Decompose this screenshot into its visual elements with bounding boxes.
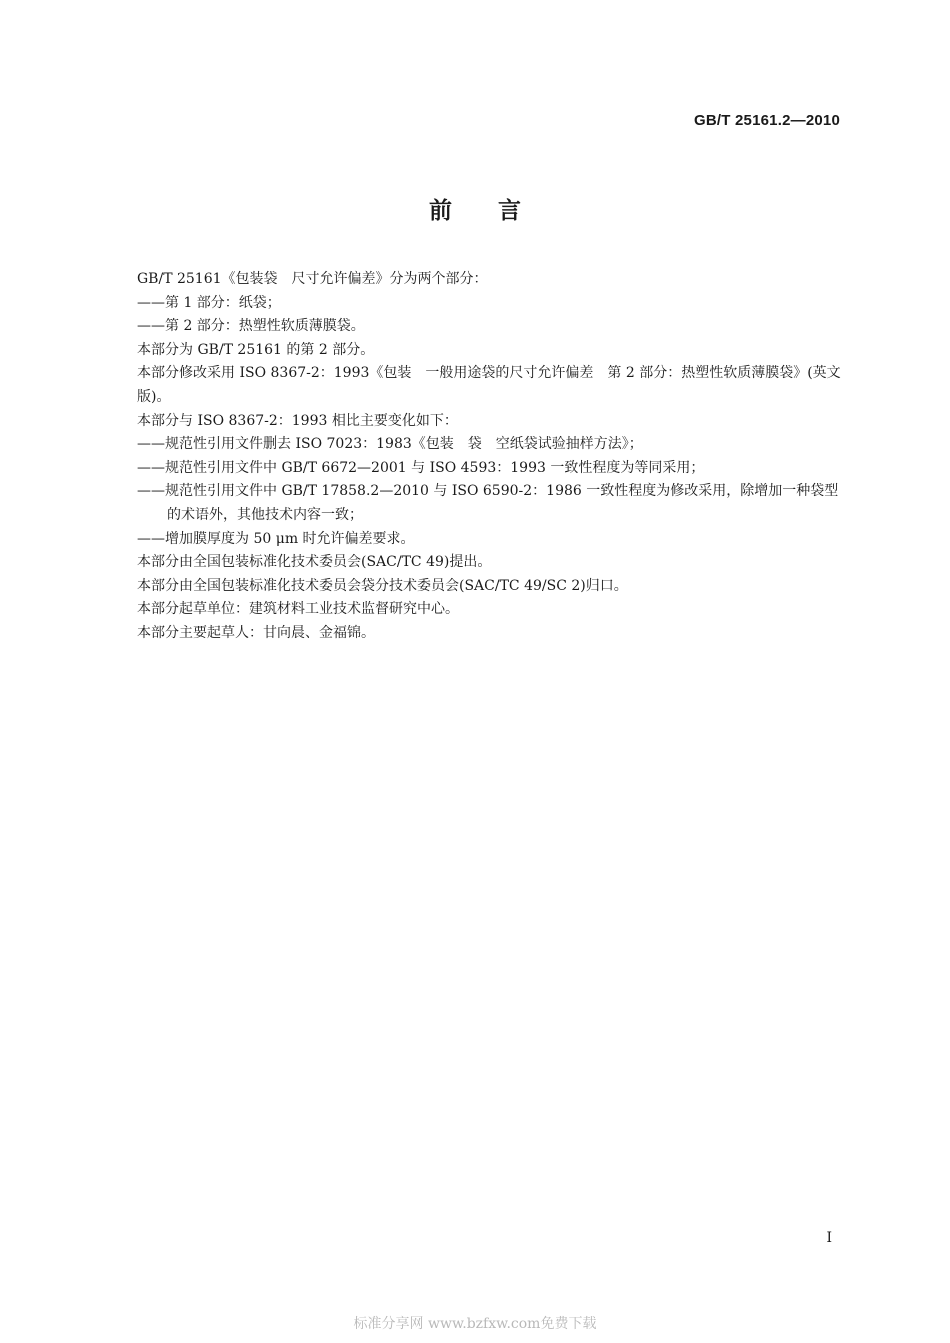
page-number: I <box>826 1230 832 1246</box>
paragraph-part-scope: 本部分为 GB/T 25161 的第 2 部分。 <box>137 341 375 358</box>
list-item-change-4: ——增加膜厚度为 50 μm 时允许偏差要求。 <box>137 530 415 547</box>
paragraph-proposed-by: 本部分由全国包装标准化技术委员会(SAC/TC 49)提出。 <box>137 554 492 571</box>
paragraph-centralized-by: 本部分由全国包装标准化技术委员会袋分技术委员会(SAC/TC 49/SC 2)归口。 <box>137 577 628 594</box>
list-item-part-2: ——第 2 部分：热塑性软质薄膜袋。 <box>137 318 365 335</box>
paragraph-drafting-unit: 本部分起草单位：建筑材料工业技术监督研究中心。 <box>137 601 459 618</box>
paragraph-drafters: 本部分主要起草人：甘向晨、金福锦。 <box>137 624 375 641</box>
list-item-part-1: ——第 1 部分：纸袋； <box>137 294 281 311</box>
list-item-change-3: ——规范性引用文件中 GB/T 17858.2—2010 与 ISO 6590-2：1986 一致性程度为修改采用，除增加一种袋型的术语外，其他技术内容一致； <box>137 483 839 523</box>
list-item-change-2: ——规范性引用文件中 GB/T 6672—2001 与 ISO 4593：1993 一致性程度为等同采用； <box>137 459 705 476</box>
standard-number: GB/T 25161.2—2010 <box>694 112 840 129</box>
page-title: 前言 <box>429 198 567 224</box>
foreword-body <box>107 268 843 646</box>
watermark-text: 标准分享网 www.bzfxw.com免费下载 <box>353 1316 597 1332</box>
paragraph-parts-intro: GB/T 25161《包装袋 尺寸允许偏差》分为两个部分： <box>137 271 488 287</box>
paragraph-changes-intro: 本部分与 ISO 8367-2：1993 相比主要变化如下： <box>137 412 458 429</box>
list-item-change-1: ——规范性引用文件删去 ISO 7023：1983《包装 袋 空纸袋试验抽样方法》； <box>137 436 643 453</box>
paragraph-adoption: 本部分修改采用 ISO 8367-2：1993《包装 一般用途袋的尺寸允许偏差 第 2 部分：热塑性软质薄膜袋》(英文版)。 <box>137 365 841 405</box>
